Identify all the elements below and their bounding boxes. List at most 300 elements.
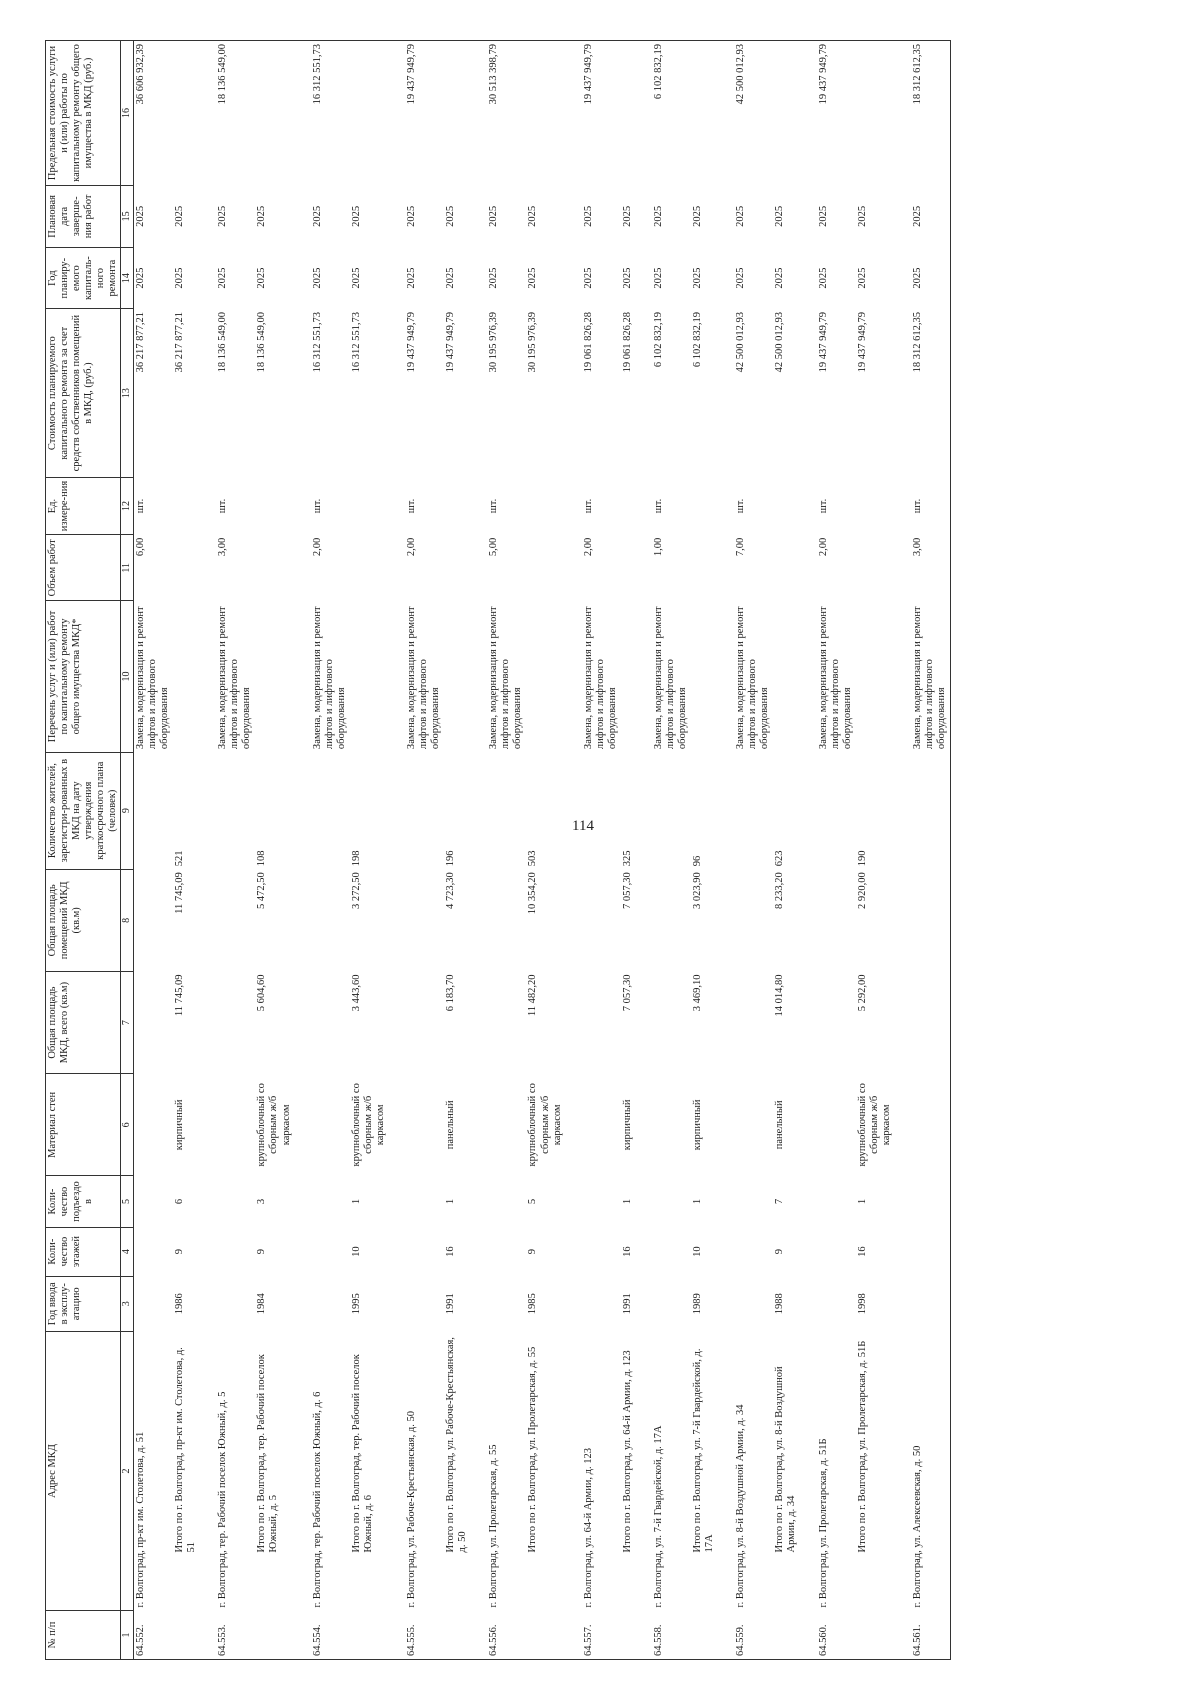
cell-col-3 — [487, 1276, 526, 1331]
cell-col-3 — [734, 1276, 773, 1331]
cell-col-5 — [133, 1176, 173, 1227]
column-number-11: 11 — [121, 535, 134, 601]
cell-col-6 — [487, 1074, 526, 1176]
cell-col-6: крупноблочный со сборным ж/б каркасом — [350, 1083, 386, 1167]
cell-col-8: 4 723,30 — [445, 872, 457, 909]
cell-col-4: 10 — [350, 1246, 362, 1257]
cell-col-11: 2,00 — [405, 537, 417, 557]
cell-col-15: 2025 — [217, 205, 229, 227]
cell-col-11: 2,00 — [582, 537, 594, 557]
cell-col-2: Итого по г. Волгоград, ул. Пролетарская, д. 51Б — [856, 1340, 868, 1553]
cell-col-2: Итого по г. Волгоград, тер. Рабочий поселок Южный, д. 6 — [350, 1354, 374, 1553]
cell-col-6 — [734, 1074, 773, 1176]
cell-col-1: 64.554. — [311, 1611, 350, 1660]
cell-col-5: 1 — [856, 1198, 868, 1205]
cell-col-7 — [405, 971, 444, 1073]
cell-col-5 — [817, 1176, 856, 1227]
cell-col-16: 19 437 949,79 — [405, 41, 444, 186]
cell-col-4 — [216, 1227, 255, 1276]
cell-col-8: 11 745,09 — [174, 872, 186, 914]
cell-col-13: 19 437 949,79 — [445, 312, 457, 373]
cell-col-13: 19 061 826,28 — [621, 312, 633, 373]
cell-col-3 — [311, 1276, 350, 1331]
cell-col-15: 2025 — [692, 205, 704, 227]
cell-col-10 — [526, 601, 581, 752]
cell-col-7: 5 292,00 — [856, 974, 868, 1012]
cell-col-4: 9 — [174, 1248, 186, 1255]
rotated-table-page — [45, 40, 1175, 1660]
table-row — [582, 41, 621, 1660]
cell-col-3: 1985 — [527, 1293, 539, 1315]
cell-col-2: Итого по г. Волгоград, пр-кт им. Столетова, д. 51 — [174, 1347, 198, 1553]
cell-col-1: 64.559. — [734, 1611, 773, 1660]
cell-col-6 — [652, 1074, 691, 1176]
cell-col-9 — [817, 752, 856, 869]
cell-col-3 — [405, 1276, 444, 1331]
cell-col-9 — [405, 752, 444, 869]
table-total-row — [691, 41, 734, 1660]
column-header-13: Стоимость планируемого капитального ремонта за счет средств собственников помещений в МКД, (руб.) — [46, 309, 121, 477]
table-row — [734, 41, 773, 1660]
cell-col-13: 19 061 826,28 — [582, 312, 594, 373]
cell-col-11 — [173, 535, 216, 601]
cell-col-9: 503 — [527, 850, 539, 867]
cell-col-2: г. Волгоград, тер. Рабочий поселок Южный, д. 5 — [217, 1391, 229, 1608]
cell-col-6 — [405, 1074, 444, 1176]
cell-col-15: 2025 — [256, 205, 268, 227]
cell-col-7 — [582, 971, 621, 1073]
column-number-4: 4 — [121, 1227, 134, 1276]
cell-col-7: 3 469,10 — [692, 974, 704, 1012]
cell-col-12 — [773, 477, 816, 535]
cell-col-13: 19 437 949,79 — [405, 312, 417, 373]
cell-col-12 — [350, 477, 405, 535]
cell-col-10 — [773, 601, 816, 752]
cell-col-10 — [856, 601, 911, 752]
cell-col-8: 8 233,20 — [774, 872, 786, 909]
cell-col-15: 2025 — [134, 205, 146, 227]
cell-col-14: 2025 — [774, 267, 786, 289]
table-body — [133, 41, 950, 1660]
cell-col-6 — [817, 1074, 856, 1176]
cell-col-4 — [405, 1227, 444, 1276]
cell-col-11: 3,00 — [217, 537, 229, 557]
cell-col-9: 190 — [856, 850, 868, 867]
cell-col-11 — [856, 535, 911, 601]
cell-col-16 — [444, 41, 487, 186]
cell-col-15: 2025 — [350, 205, 362, 227]
cell-col-1 — [856, 1611, 911, 1660]
cell-col-12 — [621, 477, 652, 535]
cell-col-1: 64.558. — [652, 1611, 691, 1660]
cell-col-11: 1,00 — [652, 537, 664, 557]
table-row — [311, 41, 350, 1660]
cell-col-6 — [311, 1074, 350, 1176]
cell-col-15: 2025 — [582, 205, 594, 227]
cell-col-11 — [621, 535, 652, 601]
column-number-9: 9 — [121, 752, 134, 869]
table-total-row — [526, 41, 581, 1660]
cell-col-14: 2025 — [488, 267, 500, 289]
column-header-4: Коли-чество этажей — [46, 1227, 121, 1276]
cell-col-7: 3 443,60 — [350, 974, 362, 1012]
table-row — [817, 41, 856, 1660]
cell-col-7: 11 482,20 — [527, 974, 539, 1017]
cell-col-8: 5 472,50 — [256, 872, 268, 909]
cell-col-4: 16 — [856, 1246, 868, 1257]
cell-col-14: 2025 — [621, 267, 633, 289]
cell-col-6: панельный — [774, 1100, 786, 1150]
cell-col-8: 7 057,30 — [621, 872, 633, 909]
table-row — [911, 41, 951, 1660]
column-number-15: 15 — [121, 185, 134, 247]
cell-col-12: шт. — [217, 498, 229, 514]
cell-col-12 — [856, 477, 911, 535]
column-number-16: 16 — [121, 41, 134, 186]
cell-col-13: 30 195 976,39 — [488, 312, 500, 373]
cell-col-15: 2025 — [856, 205, 868, 227]
cell-col-3 — [582, 1276, 621, 1331]
cell-col-3: 1984 — [256, 1293, 268, 1315]
cell-col-5 — [405, 1176, 444, 1227]
cell-col-2: Итого по г. Волгоград, ул. Рабоче-Крестьянская, д. 50 — [445, 1337, 469, 1553]
cell-col-5 — [734, 1176, 773, 1227]
cell-col-15: 2025 — [488, 205, 500, 227]
cell-col-14: 2025 — [174, 267, 186, 289]
cell-col-8 — [311, 869, 350, 971]
cell-col-7 — [911, 971, 951, 1073]
cell-col-8: 3 023,90 — [692, 872, 704, 909]
cell-col-10: Замена, модернизация и ремонт лифтов и лифтового оборудования — [817, 606, 853, 750]
column-header-2: Адрес МКД — [46, 1331, 121, 1610]
column-number-14: 14 — [121, 247, 134, 309]
table-row — [133, 41, 173, 1660]
cell-col-2: г. Волгоград, тер. Рабочий поселок Южный, д. 6 — [311, 1391, 323, 1608]
cell-col-10: Замена, модернизация и ремонт лифтов и лифтового оборудования — [652, 606, 688, 750]
cell-col-6: кирпичный — [621, 1099, 633, 1151]
column-header-8: Общая площадь помещений МКД (кв.м) — [46, 869, 121, 971]
cell-col-7 — [487, 971, 526, 1073]
cell-col-10 — [621, 601, 652, 752]
cell-col-12: шт. — [582, 498, 594, 514]
table-total-row — [773, 41, 816, 1660]
cell-col-8 — [652, 869, 691, 971]
cell-col-8 — [582, 869, 621, 971]
cell-col-9 — [911, 752, 951, 869]
cell-col-6 — [216, 1074, 255, 1176]
cell-col-14: 2025 — [911, 247, 951, 309]
cell-col-7: 11 745,09 — [174, 974, 186, 1017]
cell-col-3 — [911, 1276, 951, 1331]
cell-col-7: 5 604,60 — [256, 974, 268, 1012]
cell-col-5: 1 — [350, 1198, 362, 1205]
cell-col-13: 16 312 551,73 — [311, 312, 323, 373]
cell-col-9: 521 — [174, 850, 186, 867]
cell-col-15: 2025 — [911, 185, 951, 247]
cell-col-8 — [487, 869, 526, 971]
table-row — [652, 41, 691, 1660]
cell-col-9 — [133, 752, 173, 869]
cell-col-6: крупноблочный со сборным ж/б каркасом — [527, 1083, 563, 1167]
cell-col-14: 2025 — [405, 267, 417, 289]
cell-col-14: 2025 — [217, 267, 229, 289]
column-header-3: Год ввода в эксплу-атацию — [46, 1276, 121, 1331]
cell-col-10: Замена, модернизация и ремонт лифтов и лифтового оборудования — [134, 606, 170, 750]
cell-col-14: 2025 — [692, 267, 704, 289]
cell-col-1: 64.556. — [487, 1611, 526, 1660]
cell-col-6 — [582, 1074, 621, 1176]
cell-col-16: 19 437 949,79 — [817, 41, 856, 186]
cell-col-5 — [652, 1176, 691, 1227]
cell-col-4: 10 — [692, 1246, 704, 1257]
cell-col-1 — [255, 1611, 310, 1660]
cell-col-13: 36 217 877,21 — [134, 312, 146, 373]
cell-col-2: Итого по г. Волгоград, ул. 8-й Воздушной Армии, д. 34 — [774, 1366, 798, 1553]
cell-col-10: Замена, модернизация и ремонт лифтов и лифтового оборудования — [311, 606, 347, 750]
cell-col-10: Замена, модернизация и ремонт лифтов и лифтового оборудования — [488, 606, 524, 750]
cell-col-10 — [444, 601, 487, 752]
column-number-13: 13 — [121, 309, 134, 477]
cell-col-1 — [350, 1611, 405, 1660]
cell-col-13: 6 102 832,19 — [652, 312, 664, 368]
cell-col-14: 2025 — [817, 267, 829, 289]
cell-col-16: 18 136 549,00 — [216, 41, 255, 186]
cell-col-12: шт. — [134, 498, 146, 514]
cell-col-5: 1 — [621, 1198, 633, 1205]
cell-col-9 — [582, 752, 621, 869]
cell-col-10: Замена, модернизация и ремонт лифтов и лифтового оборудования — [217, 606, 253, 750]
cell-col-12 — [526, 477, 581, 535]
column-header-11: Объем работ — [46, 535, 121, 601]
cell-col-5 — [582, 1176, 621, 1227]
cell-col-16: 18 312 612,35 — [911, 41, 951, 186]
cell-col-16 — [526, 41, 581, 186]
cell-col-3: 1986 — [174, 1293, 186, 1315]
cell-col-12: шт. — [311, 498, 323, 514]
cell-col-6: панельный — [445, 1100, 457, 1150]
cell-col-3 — [133, 1276, 173, 1331]
cell-col-12: шт. — [735, 498, 747, 514]
cell-col-2: Итого по г. Волгоград, ул. 64-й Армии, д. 123 — [621, 1350, 633, 1553]
cell-col-1 — [691, 1611, 734, 1660]
cell-col-5: 5 — [527, 1198, 539, 1205]
capital-repair-table — [45, 40, 951, 1660]
cell-col-13: 30 195 976,39 — [527, 312, 539, 373]
table-total-row — [255, 41, 310, 1660]
cell-col-14: 2025 — [445, 267, 457, 289]
column-header-1: № п/п — [46, 1611, 121, 1660]
table-row — [405, 41, 444, 1660]
column-header-6: Материал стен — [46, 1074, 121, 1176]
cell-col-9: 198 — [350, 850, 362, 867]
cell-col-4: 9 — [256, 1248, 268, 1255]
column-number-10: 10 — [121, 601, 134, 752]
cell-col-15: 2025 — [311, 205, 323, 227]
cell-col-10: Замена, модернизация и ремонт лифтов и лифтового оборудования — [911, 601, 951, 752]
cell-col-10 — [255, 601, 310, 752]
table-row — [216, 41, 255, 1660]
cell-col-2: г. Волгоград, ул. Рабоче-Крестьянская, д. 50 — [405, 1411, 417, 1608]
column-header-5: Коли-чество подъездо в — [46, 1176, 121, 1227]
cell-col-1: 64.557. — [582, 1611, 621, 1660]
cell-col-14: 2025 — [134, 267, 146, 289]
cell-col-15: 2025 — [405, 205, 417, 227]
cell-col-11 — [350, 535, 405, 601]
column-number-2: 2 — [121, 1331, 134, 1610]
cell-col-10 — [691, 601, 734, 752]
cell-col-15: 2025 — [817, 205, 829, 227]
column-number-1: 1 — [121, 1611, 134, 1660]
cell-col-10 — [350, 601, 405, 752]
cell-col-1 — [773, 1611, 816, 1660]
cell-col-5: 7 — [774, 1198, 786, 1205]
table-row — [487, 41, 526, 1660]
column-header-7: Общая площадь МКД, всего (кв.м) — [46, 971, 121, 1073]
cell-col-6: крупноблочный со сборным ж/б каркасом — [256, 1083, 292, 1167]
cell-col-5 — [216, 1176, 255, 1227]
cell-col-16 — [621, 41, 652, 186]
cell-col-6 — [911, 1074, 951, 1176]
cell-col-1 — [621, 1611, 652, 1660]
cell-col-13: 16 312 551,73 — [350, 312, 362, 373]
cell-col-6: кирпичный — [692, 1099, 704, 1151]
cell-col-10: Замена, модернизация и ремонт лифтов и лифтового оборудования — [735, 606, 771, 750]
cell-col-1 — [173, 1611, 216, 1660]
cell-col-4 — [734, 1227, 773, 1276]
cell-col-10: Замена, модернизация и ремонт лифтов и лифтового оборудования — [405, 606, 442, 750]
cell-col-10 — [173, 601, 216, 752]
cell-col-14: 2025 — [311, 267, 323, 289]
cell-col-9: 623 — [774, 850, 786, 867]
cell-col-8 — [216, 869, 255, 971]
cell-col-9 — [487, 752, 526, 869]
cell-col-3: 1991 — [445, 1293, 457, 1315]
column-header-9: Количество жителей, зарегистри-рованных в МКД на дату утверждения краткосрочного плана (человек) — [46, 752, 121, 869]
cell-col-7 — [734, 971, 773, 1073]
cell-col-1: 64.555. — [405, 1611, 444, 1660]
cell-col-6 — [133, 1074, 173, 1176]
cell-col-1: 64.553. — [216, 1611, 255, 1660]
cell-col-12: шт. — [488, 498, 500, 514]
cell-col-11: 6,00 — [134, 537, 146, 557]
cell-col-11 — [773, 535, 816, 601]
cell-col-2: г. Волгоград, ул. 64-й Армии, д. 123 — [582, 1448, 594, 1608]
cell-col-16 — [255, 41, 310, 186]
cell-col-5 — [311, 1176, 350, 1227]
cell-col-8 — [133, 869, 173, 971]
cell-col-4 — [311, 1227, 350, 1276]
cell-col-12 — [173, 477, 216, 535]
cell-col-11 — [691, 535, 734, 601]
cell-col-3: 1989 — [692, 1293, 704, 1315]
cell-col-11 — [444, 535, 487, 601]
cell-col-12 — [444, 477, 487, 535]
cell-col-13: 42 500 012,93 — [774, 312, 786, 373]
cell-col-16: 6 102 832,19 — [652, 41, 691, 186]
column-number-8: 8 — [121, 869, 134, 971]
cell-col-16 — [773, 41, 816, 186]
cell-col-8 — [405, 869, 444, 971]
cell-col-1: 64.552. — [133, 1611, 173, 1660]
cell-col-9: 96 — [692, 855, 704, 867]
cell-col-1: 64.561. — [911, 1611, 951, 1660]
column-header-15: Плановая дата заверше-ния работ — [46, 185, 121, 247]
cell-col-4 — [133, 1227, 173, 1276]
cell-col-6: крупноблочный со сборным ж/б каркасом — [856, 1083, 892, 1167]
cell-col-5: 1 — [692, 1198, 704, 1205]
cell-col-11: 2,00 — [817, 537, 829, 557]
cell-col-8: 2 920,00 — [856, 872, 868, 909]
cell-col-13: 36 217 877,21 — [174, 312, 186, 373]
cell-col-14: 2025 — [582, 267, 594, 289]
cell-col-3 — [817, 1276, 856, 1331]
column-header-14: Год планиру-емого капиталь-ного ремонта — [46, 247, 121, 309]
cell-col-2: Итого по г. Волгоград, ул. Пролетарская, д. 55 — [527, 1346, 539, 1553]
cell-col-9 — [652, 752, 691, 869]
cell-col-5: 3 — [256, 1198, 268, 1205]
cell-col-9 — [734, 752, 773, 869]
cell-col-4 — [817, 1227, 856, 1276]
cell-col-12: шт. — [405, 498, 417, 514]
cell-col-7: 14 014,80 — [774, 974, 786, 1017]
cell-col-15: 2025 — [527, 205, 539, 227]
cell-col-3 — [652, 1276, 691, 1331]
cell-col-11: 5,00 — [488, 537, 500, 557]
cell-col-5: 6 — [174, 1198, 186, 1205]
cell-col-13: 18 136 549,00 — [217, 312, 229, 373]
cell-col-13: 6 102 832,19 — [692, 312, 704, 368]
cell-col-4: 9 — [527, 1248, 539, 1255]
cell-col-16 — [691, 41, 734, 186]
cell-col-13: 19 437 949,79 — [817, 312, 829, 373]
cell-col-7: 7 057,30 — [621, 974, 633, 1012]
cell-col-9 — [216, 752, 255, 869]
column-header-12: Ед. измере-ния — [46, 477, 121, 535]
cell-col-14: 2025 — [652, 267, 664, 289]
cell-col-12 — [691, 477, 734, 535]
cell-col-14: 2025 — [527, 267, 539, 289]
cell-col-16: 30 513 398,79 — [487, 41, 526, 186]
cell-col-11 — [526, 535, 581, 601]
table-total-row — [350, 41, 405, 1660]
cell-col-7 — [133, 971, 173, 1073]
cell-col-11: 3,00 — [911, 535, 951, 601]
cell-col-1 — [526, 1611, 581, 1660]
cell-col-12: шт. — [817, 498, 829, 514]
cell-col-11: 2,00 — [311, 537, 323, 557]
column-number-12: 12 — [121, 477, 134, 535]
column-header-10: Перечень услуг и (или) работ по капитальному ремонту общего имущества МКД* — [46, 601, 121, 752]
table-total-row — [173, 41, 216, 1660]
cell-col-4 — [911, 1227, 951, 1276]
cell-col-8 — [911, 869, 951, 971]
cell-col-6: кирпичный — [174, 1099, 186, 1151]
cell-col-9: 108 — [256, 850, 268, 867]
cell-col-5 — [487, 1176, 526, 1227]
cell-col-14: 2025 — [856, 267, 868, 289]
cell-col-3: 1998 — [856, 1293, 868, 1315]
cell-col-9 — [311, 752, 350, 869]
cell-col-15: 2025 — [621, 205, 633, 227]
cell-col-9: 325 — [621, 850, 633, 867]
cell-col-1 — [444, 1611, 487, 1660]
cell-col-7 — [311, 971, 350, 1073]
cell-col-7: 6 183,70 — [445, 974, 457, 1012]
table-total-row — [444, 41, 487, 1660]
cell-col-1: 64.560. — [817, 1611, 856, 1660]
cell-col-13: 19 437 949,79 — [856, 312, 868, 373]
column-number-5: 5 — [121, 1176, 134, 1227]
